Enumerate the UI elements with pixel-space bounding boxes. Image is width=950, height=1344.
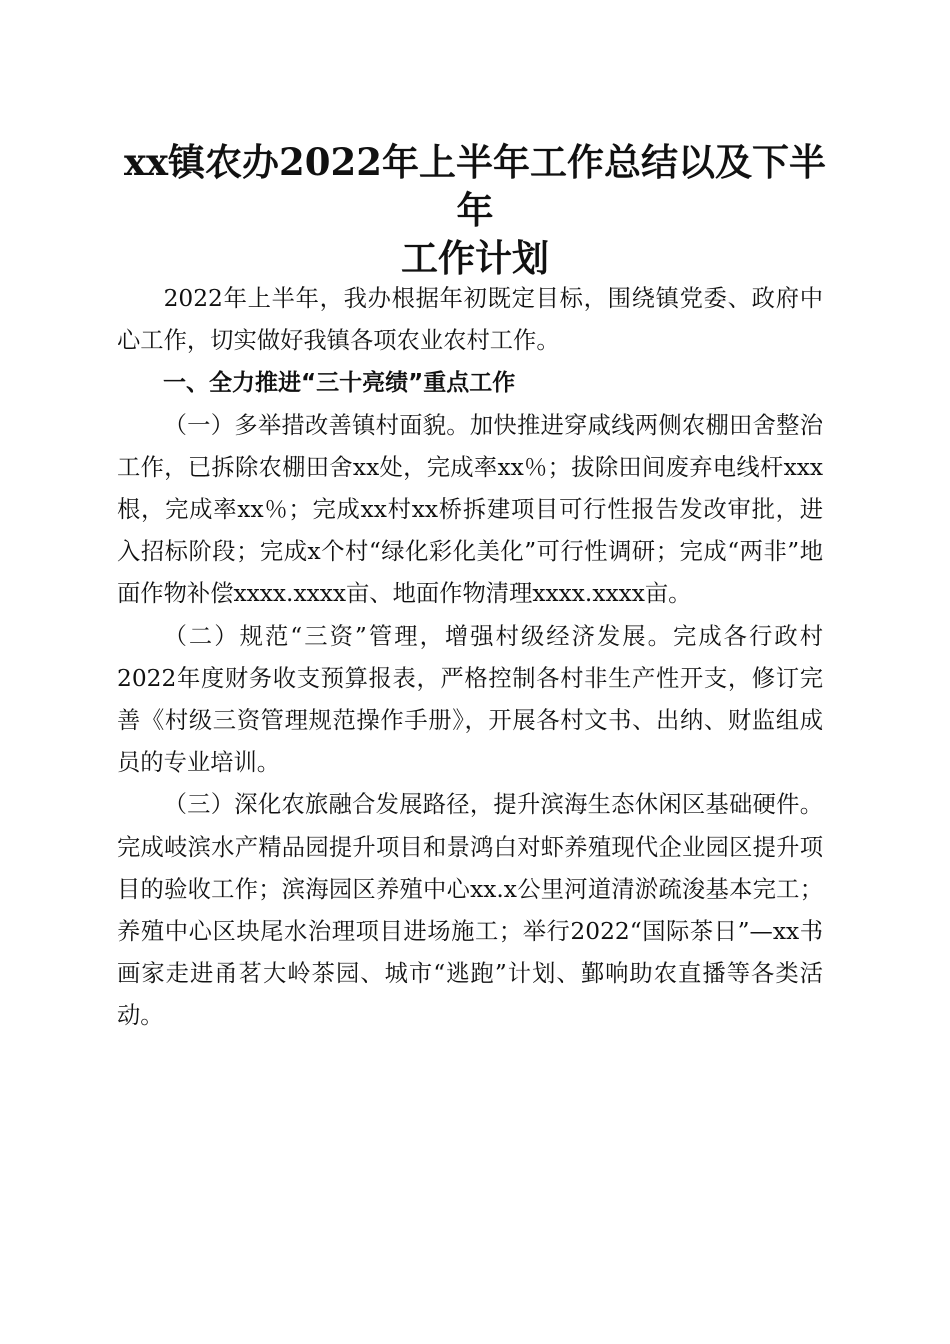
document-body	[117, 278, 823, 1038]
section-heading-1: 一、全力推进“三十亮绩”重点工作	[163, 370, 516, 397]
title-line-2: 工作计划	[401, 236, 549, 280]
subsection-paragraph-2: （二）规范“三资”管理，增强村级经济发展。完成各行政村2022年度财务收支预算报表，严格控制各村非生产性开支，修订完善《村级三资管理规范操作手册》，开展各村文书、出纳、财监组成员的专业培训。	[117, 622, 823, 777]
subsection-paragraph-3: （三）深化农旅融合发展路径，提升滨海生态休闲区基础硬件。完成岐滨水产精品园提升项目和景鸿白对虾养殖现代企业园区提升项目的验收工作；滨海园区养殖中心xx.x公里河道清淤疏浚基本完工；养殖中心区块尾水治理项目进场施工；举行2022“国际茶日”—xx书画家走进甬茗大岭茶园、城市“逃跑”计划、鄞响助农直播等各类活动。	[117, 791, 823, 1030]
intro-paragraph: 2022年上半年，我办根据年初既定目标，围绕镇党委、政府中心工作，切实做好我镇各项农业农村工作。	[117, 285, 823, 355]
document-title	[110, 138, 840, 282]
subsection-paragraph-1: （一）多举措改善镇村面貌。加快推进穿咸线两侧农棚田舍整治工作，已拆除农棚田舍xx处，完成率xx％；拔除田间废弃电线杆xxx根，完成率xx％；完成xx村xx桥拆建项目可行性报告发改审批，进入招标阶段；完成x个村“绿化彩化美化”可行性调研；完成“两非”地面作物补偿xxxx.xxxx亩、地面作物清理xxxx.xxxx亩。	[117, 411, 823, 608]
title-line-1: xx镇农办2022年上半年工作总结以及下半年	[123, 140, 827, 232]
